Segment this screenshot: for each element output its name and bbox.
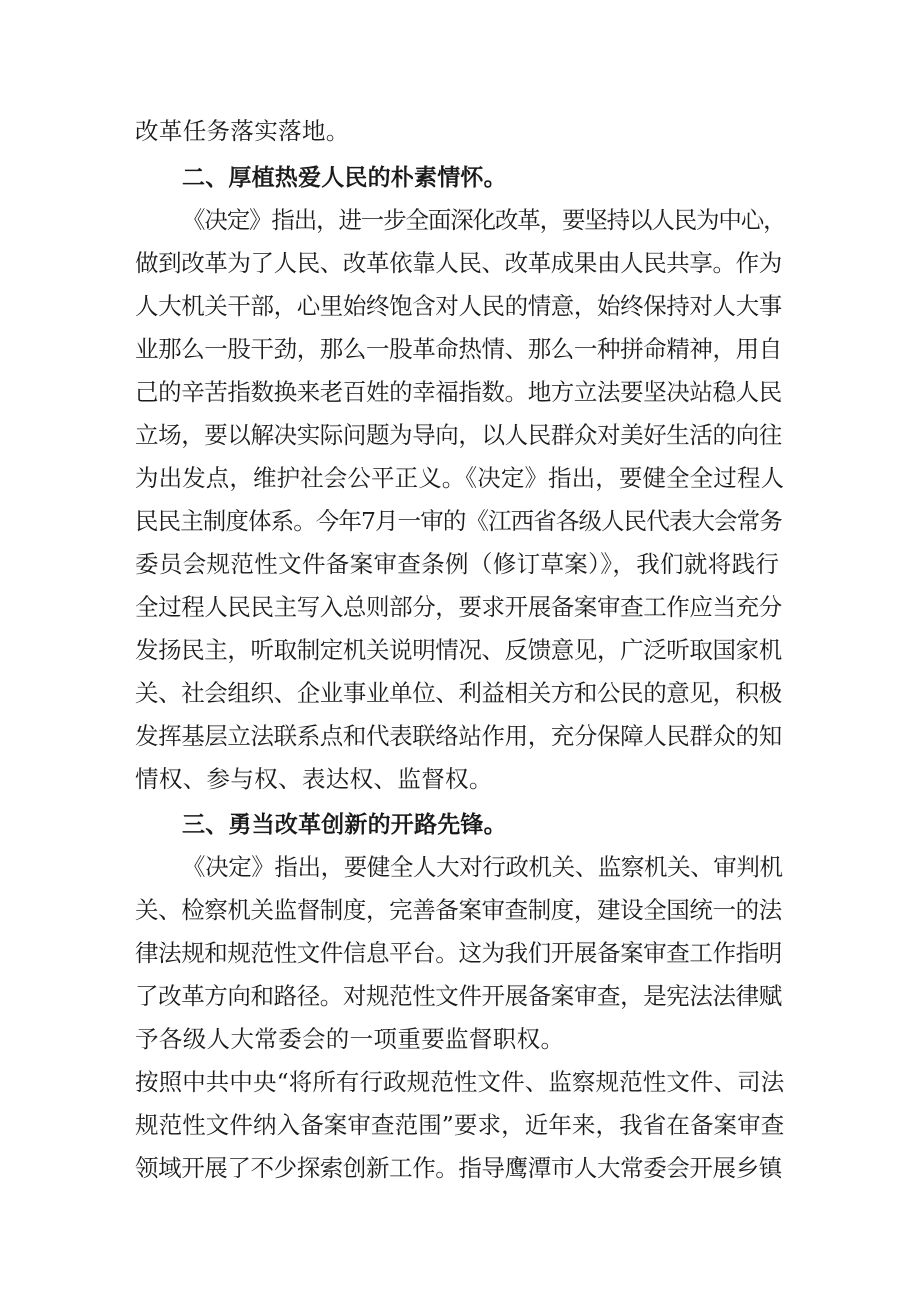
paragraph-line: 为出发点，维护社会公平正义。《决定》指出，要健全全过程人: [135, 464, 785, 492]
paragraph-line: 关、社会组织、企业事业单位、利益相关方和公民的意见，积极: [135, 679, 782, 707]
paragraph-line: 业那么一股干劲，那么一股革命热情、那么一种拼命精神，用自: [135, 335, 782, 363]
paragraph-line: 《决定》指出，要健全人大对行政机关、监察机关、审判机: [182, 853, 783, 881]
paragraph-line: 做到改革为了人民、改革依靠人民、改革成果由人民共享。作为: [135, 249, 782, 277]
paragraph-line: 《决定》指出，进一步全面深化改革，要坚持以人民为中心，: [182, 206, 786, 234]
paragraph-line: 情权、参与权、表达权、监督权。: [135, 765, 493, 793]
paragraph-line: 立场，要以解决实际问题为导向，以人民群众对美好生活的向往: [135, 421, 782, 449]
paragraph-line: 人大机关干部，心里始终饱含对人民的情意，始终保持对人大事: [135, 292, 782, 320]
paragraph-line: 予各级人大常委会的一项重要监督职权。: [135, 1025, 565, 1053]
section-heading-2: 二、厚植热爱人民的朴素情怀。: [182, 165, 507, 191]
paragraph-line: 发扬民主，听取制定机关说明情况、反馈意见，广泛听取国家机: [135, 636, 782, 664]
paragraph-line: 己的辛苦指数换来老百姓的幸福指数。地方立法要坚决站稳人民: [135, 378, 782, 406]
paragraph-line: 改革任务落实落地。: [135, 117, 350, 145]
paragraph-line: 关、检察机关监督制度，完善备案审查制度，建设全国统一的法: [135, 896, 782, 924]
paragraph-line: 规范性文件纳入备案审查范围”要求，近年来，我省在备案审查: [135, 1111, 785, 1139]
paragraph-line: 委员会规范性文件备案审查条例（修订草案）》，我们就将践行: [135, 550, 780, 578]
paragraph-line: 民民主制度体系。今年7月一审的《江西省各级人民代表大会常务: [135, 507, 782, 535]
paragraph-line: 律法规和规范性文件信息平台。这为我们开展备案审查工作指明: [135, 939, 782, 967]
paragraph-line: 了改革方向和路径。对规范性文件开展备案审查，是宪法法律赋: [135, 982, 782, 1010]
section-heading-3: 三、勇当改革创新的开路先锋。: [182, 812, 507, 838]
paragraph-line: 领域开展了不少探索创新工作。指导鹰潭市人大常委会开展乡镇: [135, 1154, 782, 1182]
paragraph-line: 发挥基层立法联系点和代表联络站作用，充分保障人民群众的知: [135, 722, 782, 750]
paragraph-line: 全过程人民民主写入总则部分，要求开展备案审查工作应当充分: [135, 593, 782, 621]
paragraph-line: 按照中共中央“将所有行政规范性文件、监察规范性文件、司法: [135, 1068, 785, 1096]
